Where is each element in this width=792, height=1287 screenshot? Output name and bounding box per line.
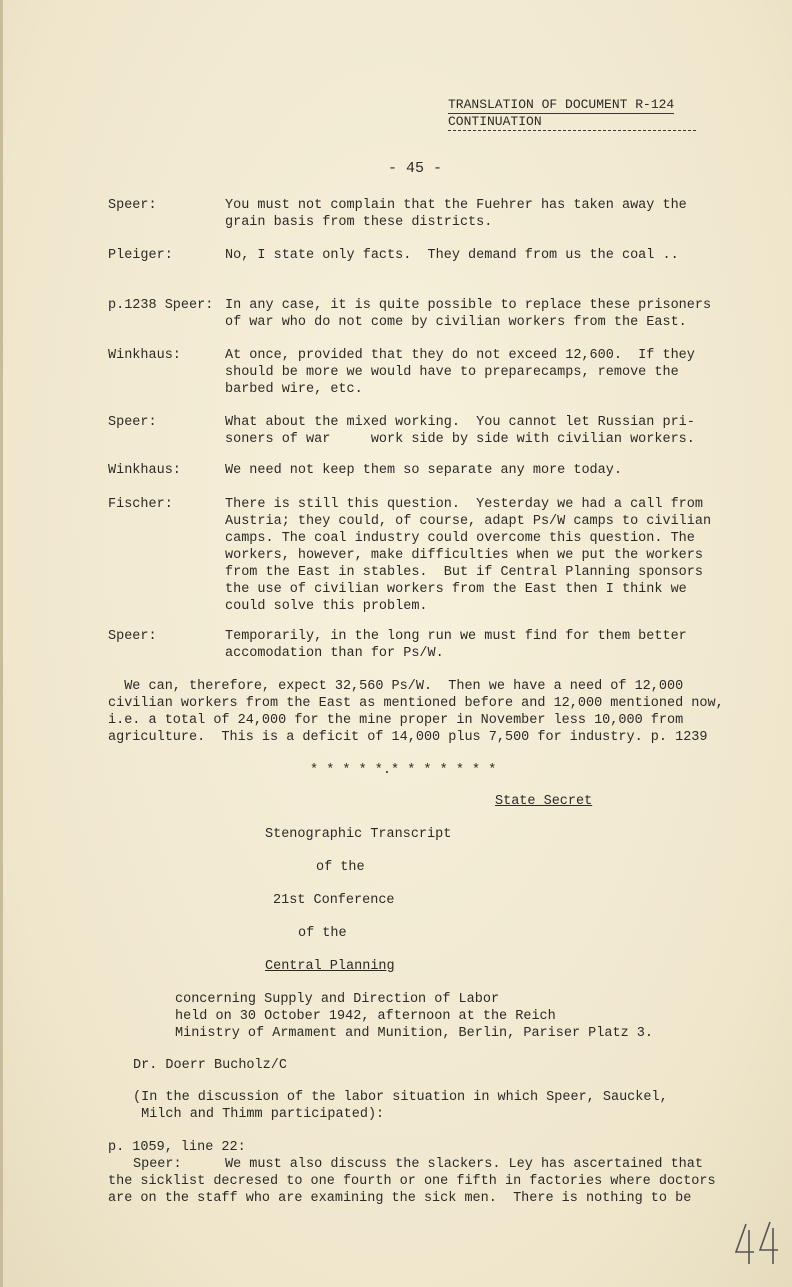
speech-line: from the East in stables. But if Central Planning sponsors — [225, 565, 703, 580]
handwritten-page-number — [732, 1218, 782, 1268]
speech-line: We need not keep them so separate any more today. — [225, 463, 622, 478]
translation-header — [448, 97, 696, 131]
speech-line: the use of civilian workers from the East then I think we — [225, 582, 687, 597]
title-line: 21st Conference — [273, 893, 395, 908]
author-line: Dr. Doerr Bucholz/C — [133, 1058, 287, 1073]
speech-line: Austria; they could, of course, adapt Ps/W camps to civilian — [225, 514, 712, 529]
speech-line: What about the mixed working. You cannot let Russian pri- — [225, 415, 695, 430]
speaker-label: Pleiger: — [108, 248, 173, 263]
speech-line: soners of war work side by side with civilian workers. — [225, 432, 695, 447]
speech-line: workers, however, make difficulties when we put the workers — [225, 548, 703, 563]
speech-line: In any case, it is quite possible to replace these prisoners — [225, 298, 712, 313]
header-continuation: CONTINUATION — [448, 114, 696, 131]
page-number: - 45 - — [388, 160, 443, 177]
discussion-line: Milch and Thimm participated): — [133, 1107, 385, 1122]
header-title: TRANSLATION OF DOCUMENT R-124 — [448, 97, 675, 112]
title-line: of the — [298, 926, 347, 941]
paragraph-line: civilian workers from the East as mentioned before and 12,000 mentioned now, — [108, 696, 724, 711]
concerning-line: concerning Supply and Direction of Labor — [175, 992, 500, 1007]
speech-line: accomodation than for Ps/W. — [225, 646, 444, 661]
speech-line: could solve this problem. — [225, 599, 428, 614]
title-line: of the — [316, 860, 365, 875]
title-line: Stenographic Transcript — [265, 827, 452, 842]
speech-line: At once, provided that they do not exceed 12,600. If they — [225, 348, 695, 363]
paragraph-line: We can, therefore, expect 32,560 Ps/W. Then we have a need of 12,000 — [108, 679, 684, 694]
speech-line: barbed wire, etc. — [225, 382, 363, 397]
classification-label: State Secret — [495, 794, 593, 809]
speaker-label: Winkhaus: — [108, 463, 181, 478]
separator-stars: * * * * *.* * * * * * * — [310, 763, 497, 778]
speech-line: There is still this question. Yesterday we had a call from — [225, 497, 703, 512]
concerning-line: held on 30 October 1942, afternoon at the Reich — [175, 1009, 556, 1024]
speaker-label: Winkhaus: — [108, 348, 181, 363]
speaker-label: Speer: — [108, 198, 157, 213]
speaker-label: p.1238 Speer: — [108, 298, 214, 313]
reference-line: p. 1059, line 22: — [108, 1140, 246, 1155]
speech-line: should be more we would have to preparecamps, remove the — [225, 365, 679, 380]
speech-line: No, I state only facts. They demand from us the coal .. — [225, 248, 679, 263]
speech-line: are on the staff who are examining the sick men. There is nothing to be — [108, 1191, 692, 1206]
speech-line: of war who do not come by civilian workers from the East. — [225, 315, 687, 330]
speaker-label: Speer: — [108, 629, 157, 644]
speaker-label: Speer: — [108, 415, 157, 430]
speaker-label: Speer: — [133, 1157, 182, 1172]
paragraph-line: agriculture. This is a deficit of 14,000 plus 7,500 for industry. p. 1239 — [108, 730, 708, 745]
discussion-line: (In the discussion of the labor situation in which Speer, Sauckel, — [133, 1090, 668, 1105]
concerning-line: Ministry of Armament and Munition, Berlin, Pariser Platz 3. — [175, 1026, 653, 1041]
page-edge — [0, 0, 3, 1287]
speech-line: We must also discuss the slackers. Ley has ascertained that — [225, 1157, 703, 1172]
speech-line: camps. The coal industry could overcome this question. The — [225, 531, 695, 546]
title-line: Central Planning — [265, 959, 395, 974]
speech-line: Temporarily, in the long run we must find for them better — [225, 629, 687, 644]
speech-line: the sicklist decresed to one fourth or one fifth in factories where doctors — [108, 1174, 716, 1189]
paragraph-line: i.e. a total of 24,000 for the mine proper in November less 10,000 from — [108, 713, 684, 728]
speech-line: grain basis from these districts. — [225, 215, 493, 230]
speaker-label: Fischer: — [108, 497, 173, 512]
speech-line: You must not complain that the Fuehrer has taken away the — [225, 198, 687, 213]
